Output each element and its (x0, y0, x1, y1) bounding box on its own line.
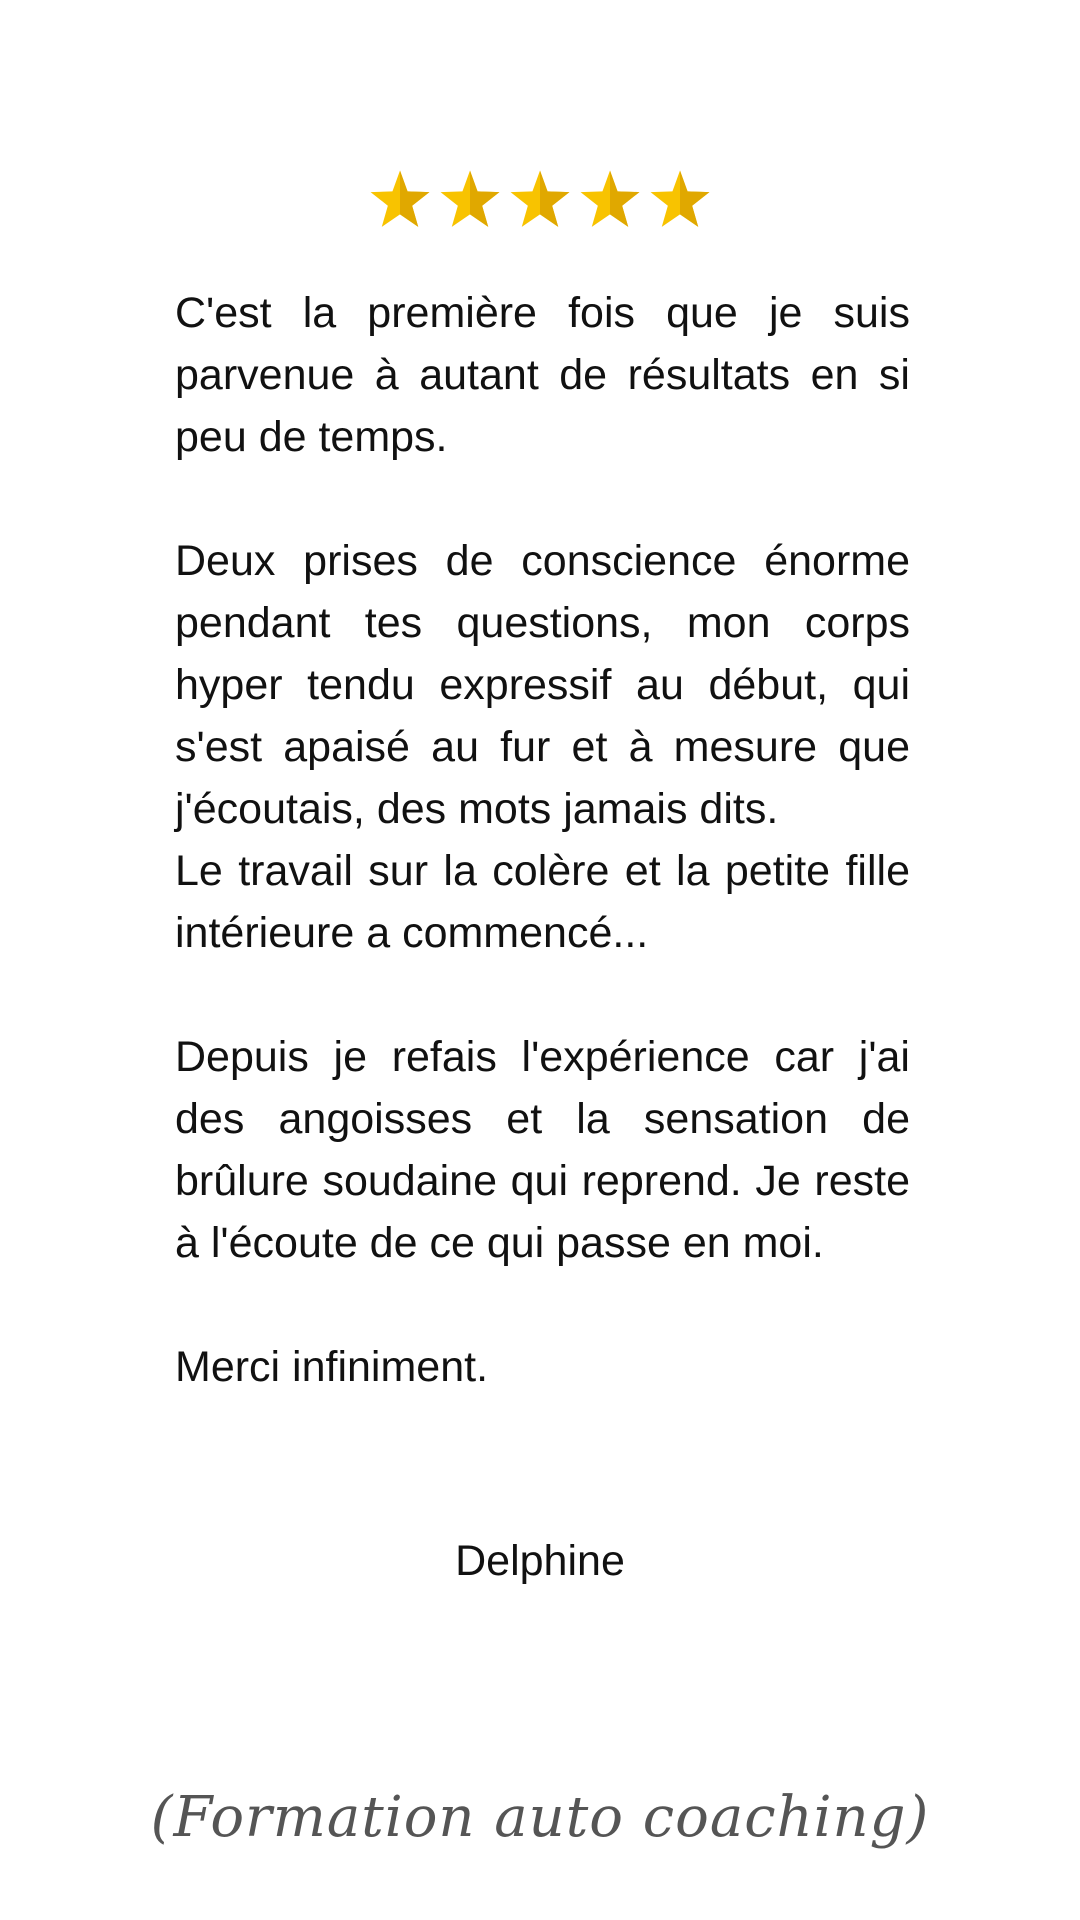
testimonial-text (175, 282, 910, 1398)
testimonial-paragraph: Le travail sur la colère et la petite fille intérieure a commencé... (175, 847, 910, 957)
author-name: Delphine (455, 1537, 625, 1585)
star-icon (508, 168, 572, 232)
star-icon (368, 168, 432, 232)
star-icon (438, 168, 502, 232)
rating-stars (0, 168, 1080, 232)
testimonial-paragraph: C'est la première fois que je suis parvenue à autant de résultats en si peu de temps. (175, 289, 910, 461)
footer-note: (Formation auto coaching) (150, 1785, 930, 1850)
testimonial-paragraph: Depuis je refais l'expérience car j'ai des angoisses et la sensation de brûlure soudaine qui reprend. Je reste à l'écoute de ce qui passe en moi. (175, 1033, 910, 1267)
testimonial-paragraph: Deux prises de conscience énorme pendant tes questions, mon corps hyper tendu expressif au début, qui s'est apaisé au fur et à mesure que j'écoutais, des mots jamais dits. (175, 537, 910, 833)
star-icon (578, 168, 642, 232)
star-icon (648, 168, 712, 232)
testimonial-closing: Merci infiniment. (175, 1343, 489, 1391)
